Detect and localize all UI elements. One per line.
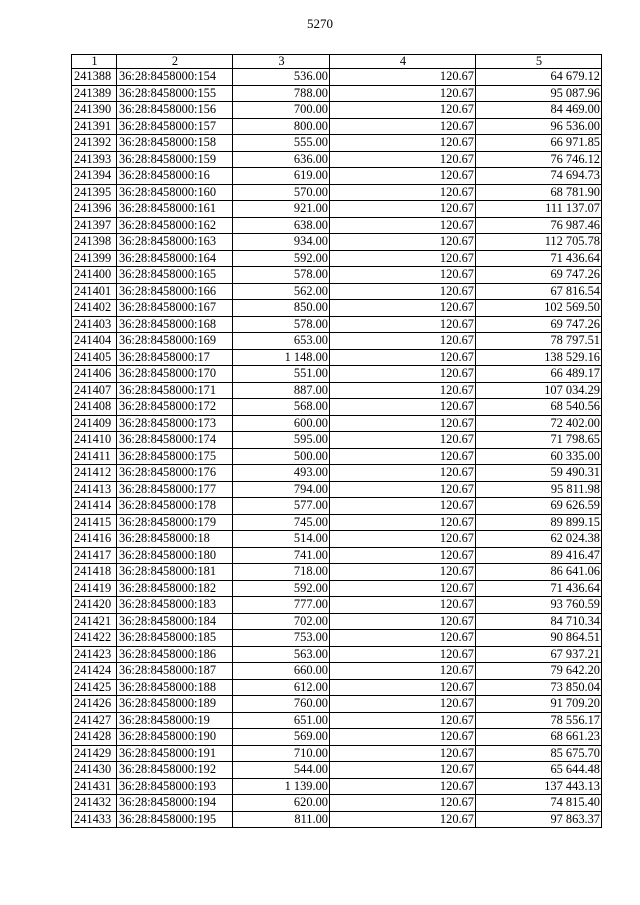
cadastral-number-cell: 36:28:8458000:169	[117, 333, 233, 350]
rate-cell: 120.67	[330, 613, 476, 630]
rate-cell: 120.67	[330, 465, 476, 482]
row-number-cell: 241433	[72, 811, 117, 828]
row-number-cell: 241416	[72, 531, 117, 548]
table-row	[72, 217, 602, 234]
table-row	[72, 432, 602, 449]
row-number-cell: 241418	[72, 564, 117, 581]
table-body	[72, 69, 602, 828]
cadastral-number-cell: 36:28:8458000:190	[117, 729, 233, 746]
area-cell: 551.00	[233, 366, 330, 383]
rate-cell: 120.67	[330, 135, 476, 152]
column-header-5: 5	[476, 55, 602, 69]
value-cell: 91 709.20	[476, 696, 602, 713]
row-number-cell: 241396	[72, 201, 117, 218]
cadastral-number-cell: 36:28:8458000:175	[117, 448, 233, 465]
table-header-row	[72, 55, 602, 69]
area-cell: 1 139.00	[233, 778, 330, 795]
area-cell: 788.00	[233, 85, 330, 102]
area-cell: 595.00	[233, 432, 330, 449]
value-cell: 93 760.59	[476, 597, 602, 614]
value-cell: 64 679.12	[476, 69, 602, 86]
rate-cell: 120.67	[330, 729, 476, 746]
value-cell: 71 798.65	[476, 432, 602, 449]
area-cell: 850.00	[233, 300, 330, 317]
value-cell: 62 024.38	[476, 531, 602, 548]
table-row	[72, 448, 602, 465]
area-cell: 811.00	[233, 811, 330, 828]
area-cell: 570.00	[233, 184, 330, 201]
cadastral-number-cell: 36:28:8458000:171	[117, 382, 233, 399]
row-number-cell: 241413	[72, 481, 117, 498]
value-cell: 79 642.20	[476, 663, 602, 680]
value-cell: 84 710.34	[476, 613, 602, 630]
rate-cell: 120.67	[330, 118, 476, 135]
value-cell: 65 644.48	[476, 762, 602, 779]
value-cell: 95 811.98	[476, 481, 602, 498]
table-row	[72, 135, 602, 152]
table-row	[72, 102, 602, 119]
row-number-cell: 241391	[72, 118, 117, 135]
area-cell: 536.00	[233, 69, 330, 86]
rate-cell: 120.67	[330, 448, 476, 465]
table-row	[72, 580, 602, 597]
cadastral-number-cell: 36:28:8458000:189	[117, 696, 233, 713]
rate-cell: 120.67	[330, 201, 476, 218]
value-cell: 107 034.29	[476, 382, 602, 399]
value-cell: 111 137.07	[476, 201, 602, 218]
value-cell: 78 556.17	[476, 712, 602, 729]
row-number-cell: 241420	[72, 597, 117, 614]
cadastral-number-cell: 36:28:8458000:157	[117, 118, 233, 135]
table-row	[72, 85, 602, 102]
cadastral-number-cell: 36:28:8458000:160	[117, 184, 233, 201]
table-row	[72, 283, 602, 300]
value-cell: 66 489.17	[476, 366, 602, 383]
table-row	[72, 514, 602, 531]
cadastral-number-cell: 36:28:8458000:179	[117, 514, 233, 531]
rate-cell: 120.67	[330, 415, 476, 432]
cadastral-number-cell: 36:28:8458000:180	[117, 547, 233, 564]
area-cell: 660.00	[233, 663, 330, 680]
value-cell: 74 694.73	[476, 168, 602, 185]
column-header-3: 3	[233, 55, 330, 69]
row-number-cell: 241398	[72, 234, 117, 251]
rate-cell: 120.67	[330, 580, 476, 597]
row-number-cell: 241409	[72, 415, 117, 432]
table-row	[72, 712, 602, 729]
cadastral-number-cell: 36:28:8458000:163	[117, 234, 233, 251]
table-row	[72, 333, 602, 350]
column-header-4: 4	[330, 55, 476, 69]
value-cell: 71 436.64	[476, 250, 602, 267]
rate-cell: 120.67	[330, 184, 476, 201]
value-cell: 96 536.00	[476, 118, 602, 135]
cadastral-number-cell: 36:28:8458000:166	[117, 283, 233, 300]
row-number-cell: 241401	[72, 283, 117, 300]
rate-cell: 120.67	[330, 69, 476, 86]
area-cell: 620.00	[233, 795, 330, 812]
row-number-cell: 241421	[72, 613, 117, 630]
cadastral-number-cell: 36:28:8458000:158	[117, 135, 233, 152]
rate-cell: 120.67	[330, 547, 476, 564]
cadastral-number-cell: 36:28:8458000:184	[117, 613, 233, 630]
row-number-cell: 241415	[72, 514, 117, 531]
row-number-cell: 241414	[72, 498, 117, 515]
area-cell: 710.00	[233, 745, 330, 762]
rate-cell: 120.67	[330, 316, 476, 333]
cadastral-number-cell: 36:28:8458000:177	[117, 481, 233, 498]
row-number-cell: 241424	[72, 663, 117, 680]
table-row	[72, 613, 602, 630]
cadastral-number-cell: 36:28:8458000:192	[117, 762, 233, 779]
area-cell: 592.00	[233, 250, 330, 267]
area-cell: 544.00	[233, 762, 330, 779]
table-row	[72, 795, 602, 812]
rate-cell: 120.67	[330, 696, 476, 713]
table-row	[72, 168, 602, 185]
area-cell: 653.00	[233, 333, 330, 350]
cadastral-number-cell: 36:28:8458000:155	[117, 85, 233, 102]
value-cell: 68 540.56	[476, 399, 602, 416]
row-number-cell: 241408	[72, 399, 117, 416]
cadastral-number-cell: 36:28:8458000:178	[117, 498, 233, 515]
rate-cell: 120.67	[330, 811, 476, 828]
row-number-cell: 241426	[72, 696, 117, 713]
value-cell: 71 436.64	[476, 580, 602, 597]
cadastral-number-cell: 36:28:8458000:183	[117, 597, 233, 614]
value-cell: 69 747.26	[476, 316, 602, 333]
area-cell: 500.00	[233, 448, 330, 465]
row-number-cell: 241390	[72, 102, 117, 119]
row-number-cell: 241395	[72, 184, 117, 201]
area-cell: 514.00	[233, 531, 330, 548]
cadastral-number-cell: 36:28:8458000:174	[117, 432, 233, 449]
row-number-cell: 241419	[72, 580, 117, 597]
area-cell: 562.00	[233, 283, 330, 300]
table-row	[72, 151, 602, 168]
cadastral-number-cell: 36:28:8458000:159	[117, 151, 233, 168]
value-cell: 60 335.00	[476, 448, 602, 465]
table-row	[72, 646, 602, 663]
value-cell: 89 416.47	[476, 547, 602, 564]
row-number-cell: 241394	[72, 168, 117, 185]
table-row	[72, 729, 602, 746]
value-cell: 67 816.54	[476, 283, 602, 300]
value-cell: 73 850.04	[476, 679, 602, 696]
row-number-cell: 241388	[72, 69, 117, 86]
rate-cell: 120.67	[330, 745, 476, 762]
cadastral-number-cell: 36:28:8458000:182	[117, 580, 233, 597]
rate-cell: 120.67	[330, 168, 476, 185]
cadastral-number-cell: 36:28:8458000:165	[117, 267, 233, 284]
row-number-cell: 241430	[72, 762, 117, 779]
area-cell: 741.00	[233, 547, 330, 564]
row-number-cell: 241412	[72, 465, 117, 482]
page-number: 5270	[307, 16, 333, 31]
area-cell: 887.00	[233, 382, 330, 399]
rate-cell: 120.67	[330, 498, 476, 515]
table-row	[72, 630, 602, 647]
row-number-cell: 241425	[72, 679, 117, 696]
rate-cell: 120.67	[330, 102, 476, 119]
cadastral-number-cell: 36:28:8458000:19	[117, 712, 233, 729]
rate-cell: 120.67	[330, 712, 476, 729]
cadastral-number-cell: 36:28:8458000:173	[117, 415, 233, 432]
cadastral-number-cell: 36:28:8458000:161	[117, 201, 233, 218]
rate-cell: 120.67	[330, 85, 476, 102]
rate-cell: 120.67	[330, 217, 476, 234]
row-number-cell: 241411	[72, 448, 117, 465]
table-row	[72, 250, 602, 267]
rate-cell: 120.67	[330, 630, 476, 647]
cadastral-number-cell: 36:28:8458000:194	[117, 795, 233, 812]
value-cell: 86 641.06	[476, 564, 602, 581]
value-cell: 90 864.51	[476, 630, 602, 647]
area-cell: 592.00	[233, 580, 330, 597]
value-cell: 69 747.26	[476, 267, 602, 284]
row-number-cell: 241429	[72, 745, 117, 762]
row-number-cell: 241407	[72, 382, 117, 399]
area-cell: 760.00	[233, 696, 330, 713]
area-cell: 921.00	[233, 201, 330, 218]
row-number-cell: 241393	[72, 151, 117, 168]
area-cell: 745.00	[233, 514, 330, 531]
table-row	[72, 234, 602, 251]
area-cell: 636.00	[233, 151, 330, 168]
area-cell: 651.00	[233, 712, 330, 729]
table-row	[72, 69, 602, 86]
table-row	[72, 531, 602, 548]
value-cell: 102 569.50	[476, 300, 602, 317]
value-cell: 67 937.21	[476, 646, 602, 663]
rate-cell: 120.67	[330, 234, 476, 251]
rate-cell: 120.67	[330, 679, 476, 696]
row-number-cell: 241432	[72, 795, 117, 812]
table-row	[72, 498, 602, 515]
row-number-cell: 241399	[72, 250, 117, 267]
table-row	[72, 316, 602, 333]
row-number-cell: 241410	[72, 432, 117, 449]
area-cell: 638.00	[233, 217, 330, 234]
area-cell: 578.00	[233, 316, 330, 333]
value-cell: 112 705.78	[476, 234, 602, 251]
row-number-cell: 241404	[72, 333, 117, 350]
row-number-cell: 241427	[72, 712, 117, 729]
area-cell: 794.00	[233, 481, 330, 498]
area-cell: 700.00	[233, 102, 330, 119]
rate-cell: 120.67	[330, 762, 476, 779]
row-number-cell: 241402	[72, 300, 117, 317]
cadastral-number-cell: 36:28:8458000:170	[117, 366, 233, 383]
cadastral-number-cell: 36:28:8458000:193	[117, 778, 233, 795]
area-cell: 619.00	[233, 168, 330, 185]
data-table	[71, 54, 602, 828]
table-row	[72, 267, 602, 284]
rate-cell: 120.67	[330, 597, 476, 614]
table-row	[72, 300, 602, 317]
value-cell: 76 987.46	[476, 217, 602, 234]
area-cell: 563.00	[233, 646, 330, 663]
table-row	[72, 663, 602, 680]
area-cell: 1 148.00	[233, 349, 330, 366]
value-cell: 66 971.85	[476, 135, 602, 152]
value-cell: 69 626.59	[476, 498, 602, 515]
row-number-cell: 241406	[72, 366, 117, 383]
table-row	[72, 382, 602, 399]
table-row	[72, 811, 602, 828]
value-cell: 85 675.70	[476, 745, 602, 762]
cadastral-number-cell: 36:28:8458000:195	[117, 811, 233, 828]
area-cell: 568.00	[233, 399, 330, 416]
cadastral-number-cell: 36:28:8458000:154	[117, 69, 233, 86]
value-cell: 84 469.00	[476, 102, 602, 119]
rate-cell: 120.67	[330, 300, 476, 317]
row-number-cell: 241422	[72, 630, 117, 647]
value-cell: 74 815.40	[476, 795, 602, 812]
table-row	[72, 564, 602, 581]
cadastral-number-cell: 36:28:8458000:168	[117, 316, 233, 333]
table-row	[72, 366, 602, 383]
area-cell: 753.00	[233, 630, 330, 647]
area-cell: 718.00	[233, 564, 330, 581]
area-cell: 577.00	[233, 498, 330, 515]
rate-cell: 120.67	[330, 250, 476, 267]
rate-cell: 120.67	[330, 663, 476, 680]
row-number-cell: 241423	[72, 646, 117, 663]
row-number-cell: 241400	[72, 267, 117, 284]
row-number-cell: 241428	[72, 729, 117, 746]
rate-cell: 120.67	[330, 333, 476, 350]
cadastral-number-cell: 36:28:8458000:181	[117, 564, 233, 581]
column-header-2: 2	[117, 55, 233, 69]
cadastral-number-cell: 36:28:8458000:176	[117, 465, 233, 482]
table-row	[72, 547, 602, 564]
table-row	[72, 597, 602, 614]
value-cell: 137 443.13	[476, 778, 602, 795]
table-row	[72, 349, 602, 366]
rate-cell: 120.67	[330, 349, 476, 366]
table-row	[72, 778, 602, 795]
value-cell: 68 661.23	[476, 729, 602, 746]
rate-cell: 120.67	[330, 531, 476, 548]
rate-cell: 120.67	[330, 151, 476, 168]
cadastral-number-cell: 36:28:8458000:167	[117, 300, 233, 317]
value-cell: 78 797.51	[476, 333, 602, 350]
row-number-cell: 241389	[72, 85, 117, 102]
rate-cell: 120.67	[330, 481, 476, 498]
area-cell: 934.00	[233, 234, 330, 251]
row-number-cell: 241392	[72, 135, 117, 152]
value-cell: 59 490.31	[476, 465, 602, 482]
value-cell: 76 746.12	[476, 151, 602, 168]
cadastral-number-cell: 36:28:8458000:186	[117, 646, 233, 663]
value-cell: 97 863.37	[476, 811, 602, 828]
table-row	[72, 745, 602, 762]
rate-cell: 120.67	[330, 778, 476, 795]
rate-cell: 120.67	[330, 366, 476, 383]
cadastral-number-cell: 36:28:8458000:188	[117, 679, 233, 696]
row-number-cell: 241403	[72, 316, 117, 333]
rate-cell: 120.67	[330, 382, 476, 399]
cadastral-number-cell: 36:28:8458000:172	[117, 399, 233, 416]
cadastral-number-cell: 36:28:8458000:185	[117, 630, 233, 647]
value-cell: 72 402.00	[476, 415, 602, 432]
row-number-cell: 241431	[72, 778, 117, 795]
area-cell: 493.00	[233, 465, 330, 482]
value-cell: 89 899.15	[476, 514, 602, 531]
rate-cell: 120.67	[330, 399, 476, 416]
area-cell: 702.00	[233, 613, 330, 630]
table-row	[72, 201, 602, 218]
area-cell: 612.00	[233, 679, 330, 696]
row-number-cell: 241417	[72, 547, 117, 564]
rate-cell: 120.67	[330, 267, 476, 284]
table-row	[72, 762, 602, 779]
row-number-cell: 241405	[72, 349, 117, 366]
row-number-cell: 241397	[72, 217, 117, 234]
cadastral-number-cell: 36:28:8458000:191	[117, 745, 233, 762]
table-row	[72, 679, 602, 696]
area-cell: 800.00	[233, 118, 330, 135]
cadastral-number-cell: 36:28:8458000:156	[117, 102, 233, 119]
rate-cell: 120.67	[330, 646, 476, 663]
cadastral-number-cell: 36:28:8458000:16	[117, 168, 233, 185]
table-row	[72, 481, 602, 498]
rate-cell: 120.67	[330, 514, 476, 531]
table-row	[72, 118, 602, 135]
table-row	[72, 696, 602, 713]
cadastral-number-cell: 36:28:8458000:18	[117, 531, 233, 548]
area-cell: 578.00	[233, 267, 330, 284]
table-row	[72, 399, 602, 416]
value-cell: 68 781.90	[476, 184, 602, 201]
cadastral-number-cell: 36:28:8458000:162	[117, 217, 233, 234]
table-row	[72, 465, 602, 482]
rate-cell: 120.67	[330, 432, 476, 449]
rate-cell: 120.67	[330, 283, 476, 300]
area-cell: 569.00	[233, 729, 330, 746]
area-cell: 555.00	[233, 135, 330, 152]
cadastral-number-cell: 36:28:8458000:17	[117, 349, 233, 366]
cadastral-number-cell: 36:28:8458000:164	[117, 250, 233, 267]
value-cell: 138 529.16	[476, 349, 602, 366]
table-row	[72, 415, 602, 432]
rate-cell: 120.67	[330, 564, 476, 581]
cadastral-number-cell: 36:28:8458000:187	[117, 663, 233, 680]
area-cell: 600.00	[233, 415, 330, 432]
column-header-1: 1	[72, 55, 117, 69]
area-cell: 777.00	[233, 597, 330, 614]
table-row	[72, 184, 602, 201]
value-cell: 95 087.96	[476, 85, 602, 102]
rate-cell: 120.67	[330, 795, 476, 812]
